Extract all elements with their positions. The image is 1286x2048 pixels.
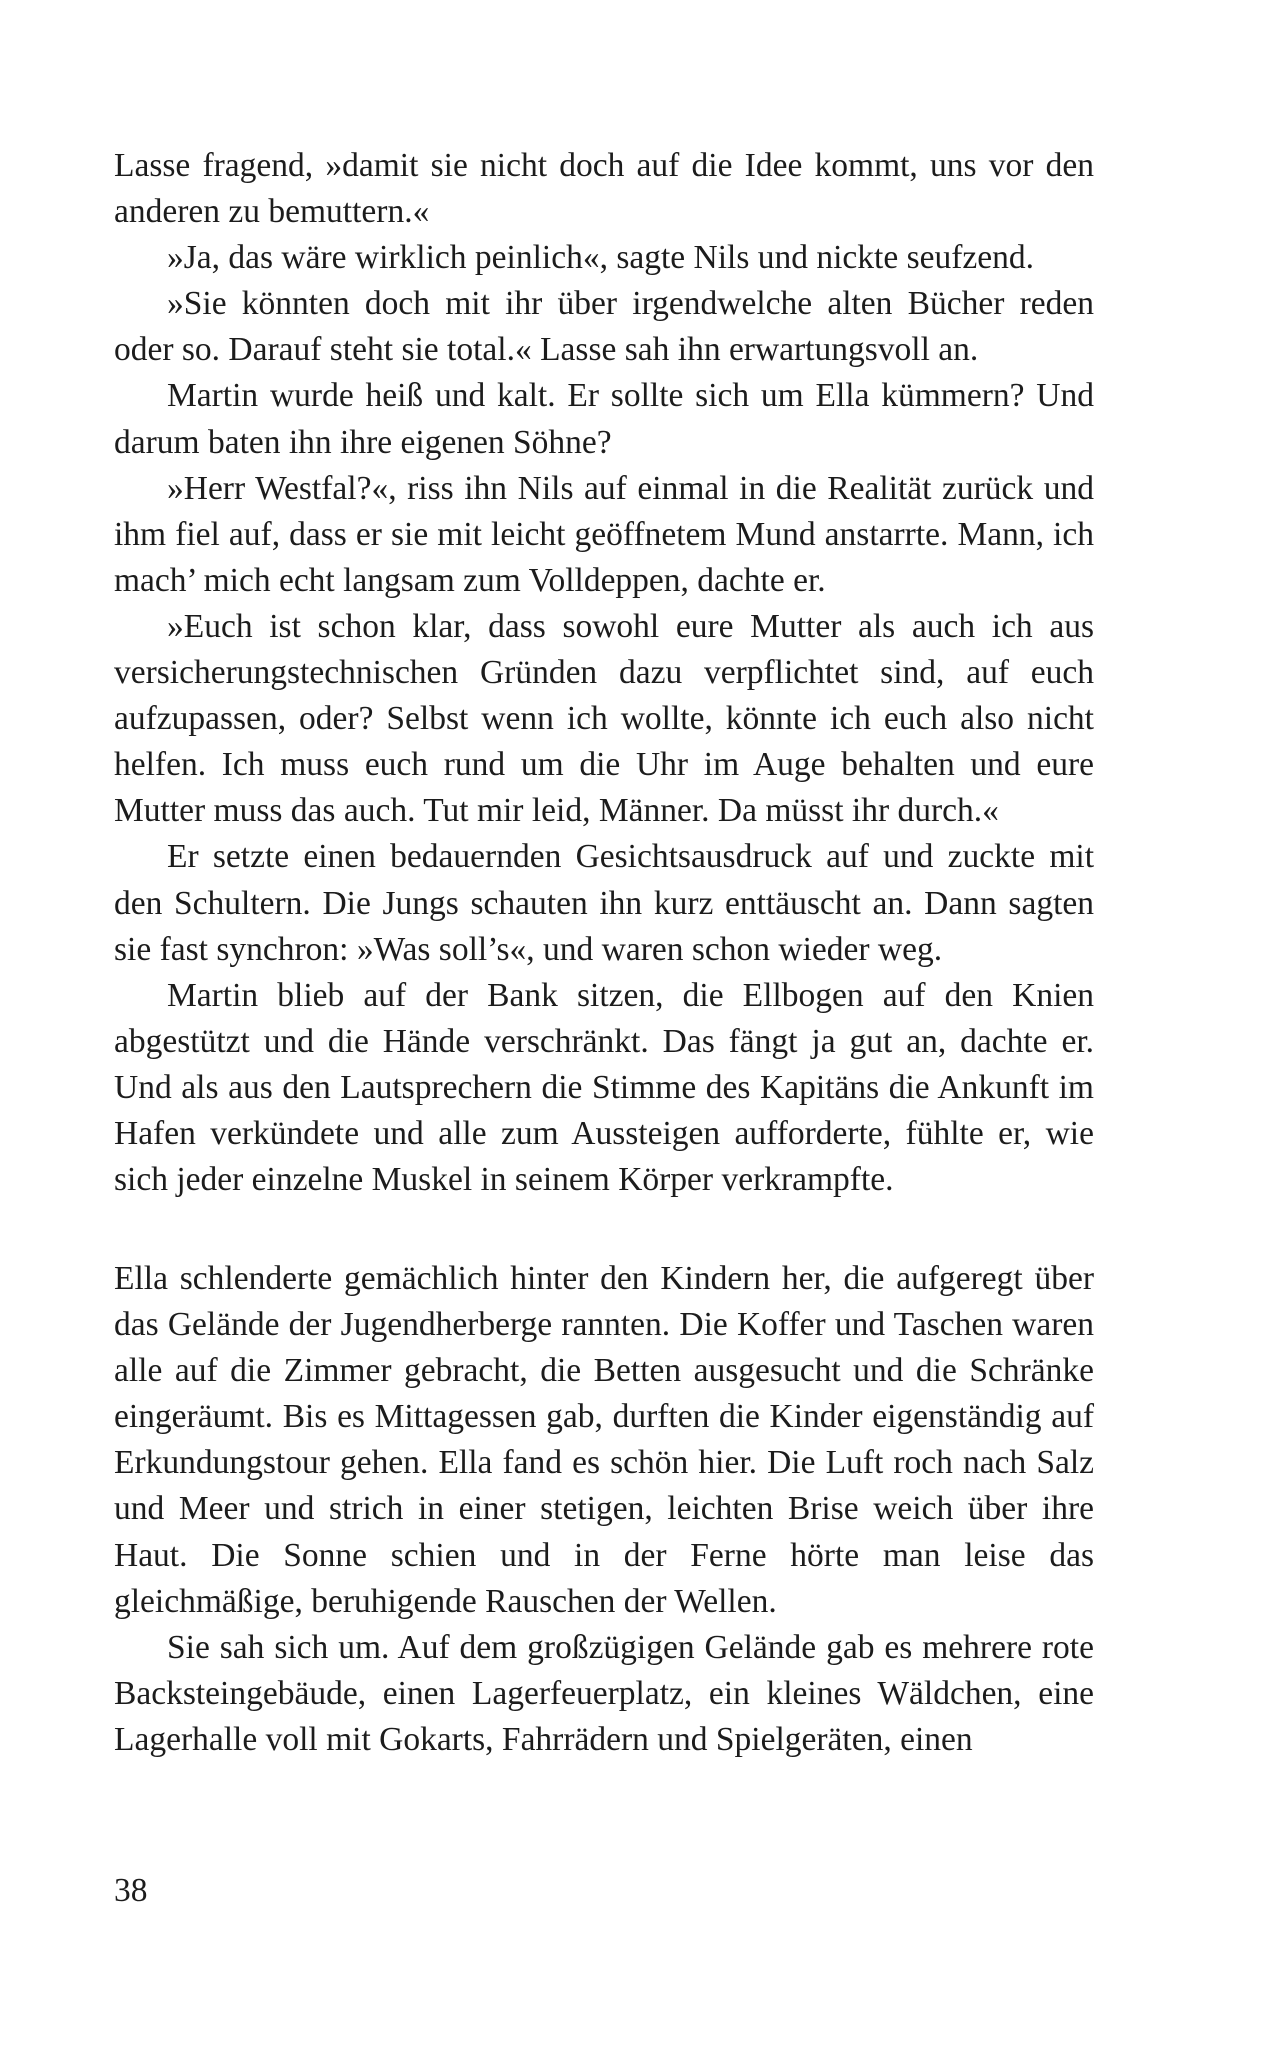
section-1 (114, 143, 1094, 1203)
paragraph: »Sie könnten doch mit ihr über irgendwelche alten Bücher reden oder so. Darauf steht sie total.« Lasse sah ihn erwartungsvoll an. (114, 285, 1094, 369)
paragraph: »Herr Westfal?«, riss ihn Nils auf einmal in die Realität zurück und ihm fiel auf, dass er sie mit leicht geöffnetem Mund anstarrte. Mann, ich mach’ mich echt langsam zum Volldeppen, dachte er. (114, 469, 1094, 599)
paragraph: Er setzte einen bedauernden Gesichtsausdruck auf und zuckte mit den Schultern. Die Jungs schauten ihn kurz enttäuscht an. Dann sagten sie fast synchron: »Was soll’s«, und waren schon wieder weg. (114, 838, 1094, 968)
page-number: 38 (114, 1872, 148, 1909)
paragraph: Sie sah sich um. Auf dem großzügigen Gelände gab es mehrere rote Backsteingebäude, einen Lagerfeuerplatz, ein kleines Wäldchen, eine Lagerhalle voll mit Gokarts, Fahrrädern und Spielgeräten, einen (114, 1628, 1094, 1758)
paragraph: Lasse fragend, »damit sie nicht doch auf die Idee kommt, uns vor den anderen zu bemuttern.« (114, 147, 1094, 231)
paragraph: »Euch ist schon klar, dass sowohl eure Mutter als auch ich aus versicherungstechnischen Gründen dazu verpflichtet sind, auf euch aufzupassen, oder? Selbst wenn ich wollte, könnte ich euch also nicht helfen. Ich muss euch rund um die Uhr im Auge behalten und eure Mutter muss das auch. Tut mir leid, Männer. Da müsst ihr durch.« (114, 607, 1094, 830)
paragraph: Martin blieb auf der Bank sitzen, die Ellbogen auf den Knien abgestützt und die Hände verschränkt. Das fängt ja gut an, dachte er. Und als aus den Lautsprechern die Stimme des Kapitäns die Ankunft im Hafen verkündete und alle zum Aussteigen aufforderte, fühlte er, wie sich jeder einzelne Muskel in seinem Körper verkrampfte. (114, 976, 1094, 1199)
paragraph: Ella schlenderte gemächlich hinter den Kindern her, die aufgeregt über das Gelände der Jugendherberge rannten. Die Koffer und Taschen waren alle auf die Zimmer gebracht, die Betten ausgesucht und die Schränke eingeräumt. Bis es Mittagessen gab, durften die Kinder eigenständig auf Erkundungstour gehen. Ella fand es schön hier. Die Luft roch nach Salz und Meer und strich in einer stetigen, leichten Brise weich über ihre Haut. Die Sonne schien und in der Ferne hörte man leise das gleichmäßige, beruhigende Rauschen der Wellen. (114, 1260, 1094, 1620)
paragraph: Martin wurde heiß und kalt. Er sollte sich um Ella kümmern? Und darum baten ihn ihre eigenen Söhne? (114, 377, 1094, 461)
paragraph: »Ja, das wäre wirklich peinlich«, sagte Nils und nickte seufzend. (167, 239, 1035, 277)
section-2 (114, 1256, 1094, 1763)
